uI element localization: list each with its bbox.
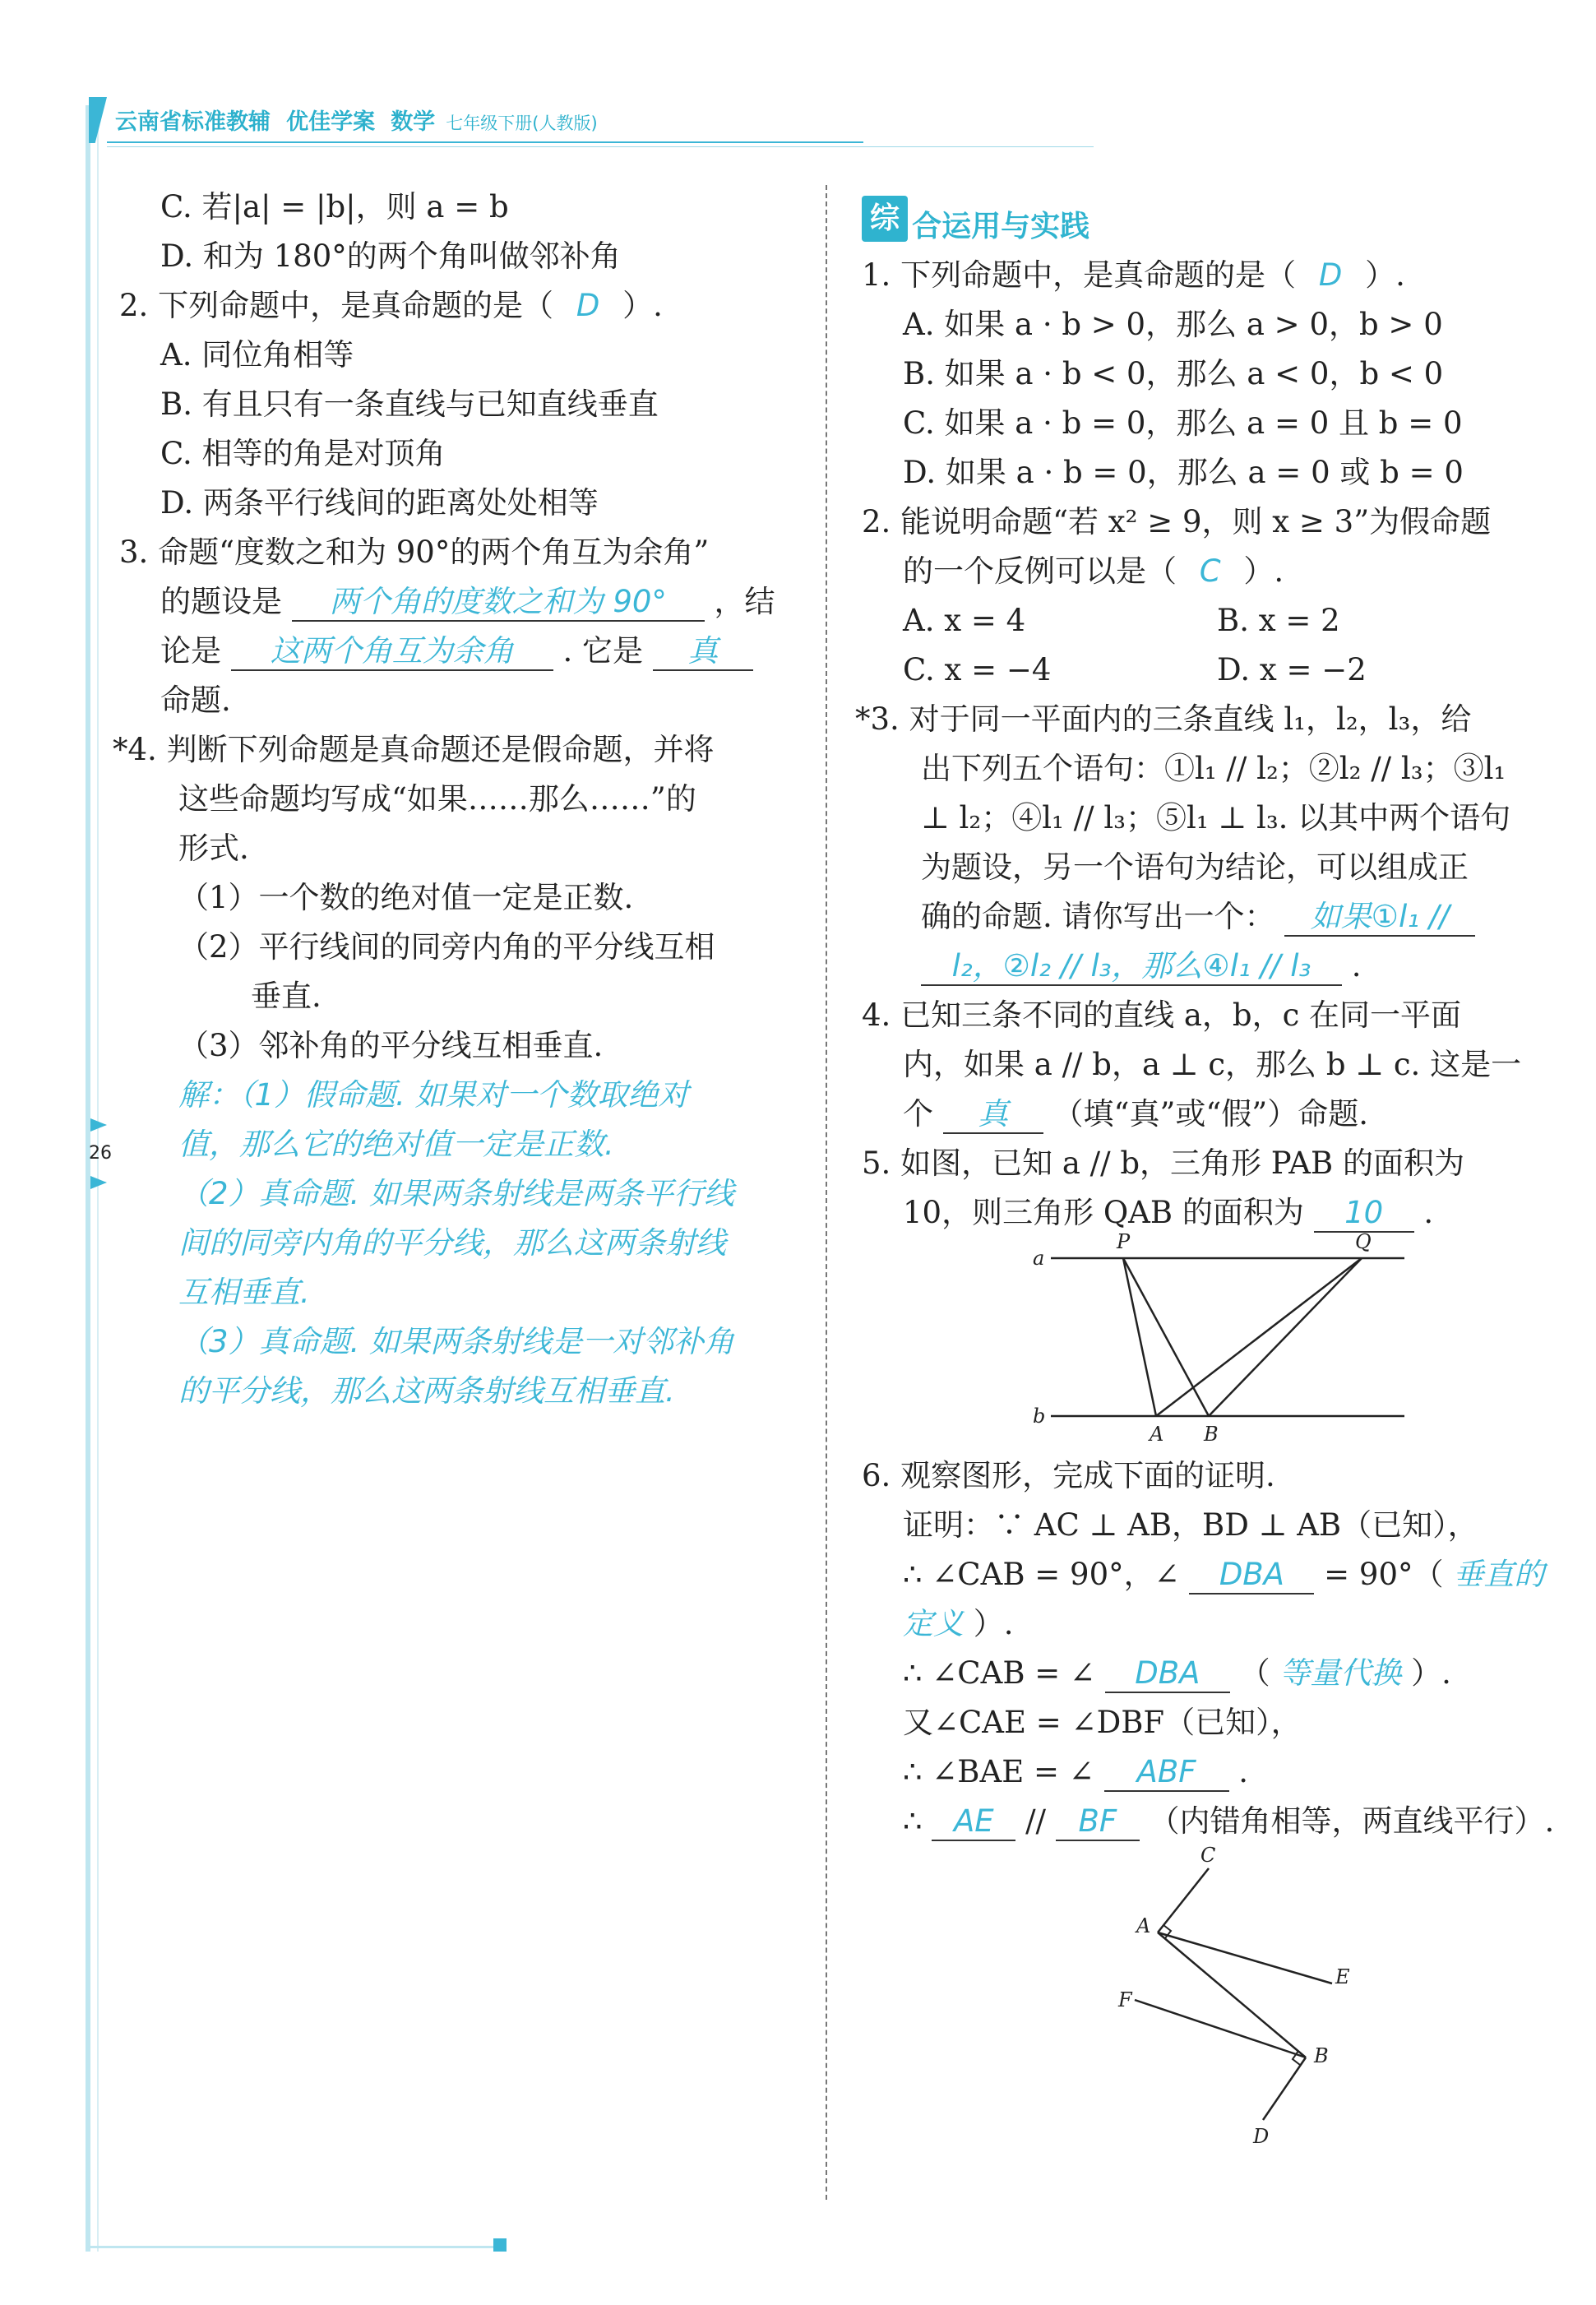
r-q1-close: ）. [1365,257,1405,293]
r-q6-end6: . [1238,1754,1249,1789]
segment-AC [1158,1868,1209,1932]
q3-hypothesis-blank: 两个角的度数之和为 90° [292,584,705,622]
q3-mid2: . 它是 [562,633,644,669]
r-q5-end2: . [1423,1195,1434,1230]
r-q2-option-b: B. x = 2 [1217,603,1340,638]
solution-3b: 的平分线，那么这两条射线互相垂直. [178,1373,675,1409]
r-q1-stem [862,253,1405,298]
r-q6-pre3: ∴ ∠CAB = 90°，∠ [903,1557,1180,1592]
solution-3a: （3）真命题. 如果两条射线是一对邻补角 [178,1324,735,1359]
r-q1-answer: D [1318,257,1343,293]
q3-post1: ，结 [714,584,775,619]
r-q6-pre4: ∴ ∠CAB = ∠ [903,1655,1096,1691]
r-q3-end6: . [1351,948,1362,984]
r-q1-option-c: C. 如果 a · b = 0，那么 a = 0 且 b = 0 [903,405,1463,441]
label-D: D [1253,2125,1270,2148]
r-q1-stem-text: 1. 下列命题中，是真命题的是（ [862,257,1297,293]
segment-BF [1135,2000,1306,2057]
r-q4-line3 [903,1092,1368,1136]
page-number-marker-bottom [90,1176,107,1189]
q3-pre1: 的题设是 [160,584,282,619]
figure-parallel-lines [1026,1225,1437,1447]
r-q6-close3: ）. [973,1606,1014,1641]
r-q4-line2: 内，如果 a // b，a ⊥ c，那么 b ⊥ c. 这是一 [903,1047,1522,1082]
q4-line1: *4. 判断下列命题是真命题还是假命题，并将 [113,732,715,767]
section-badge: 综 [862,196,908,242]
r-q3-pre5: 确的命题. 请你写出一个： [921,899,1275,934]
segment-AE [1158,1932,1332,1983]
r-q6-line7 [903,1799,1554,1844]
right-column [855,0,1555,2305]
label-b: b [1033,1405,1046,1428]
r-q2-line2 [903,549,1284,594]
q4-statement-2b: 垂直. [251,979,322,1014]
label-F: F [1118,1988,1132,2011]
r-q6-line3 [903,1553,1544,1597]
r-q3-line6 [921,944,1362,988]
r-q6-line2: 证明：∵ AC ⊥ AB，BD ⊥ AB（已知）， [903,1507,1478,1543]
q3-line1: 3. 命题“度数之和为 90°的两个角互为余角” [119,535,710,570]
header-book: 优佳学案 [286,109,376,135]
r-q6-blank3: DBA [1189,1557,1314,1595]
r-q2-pre: 的一个反例可以是（ [903,553,1177,589]
r-q4-pre3: 个 [903,1096,933,1132]
r-q6-blank6: ABF [1104,1754,1229,1792]
r-q1-option-b: B. 如果 a · b < 0，那么 a < 0，b < 0 [903,356,1444,391]
q4-line3: 形式. [178,831,249,866]
r-q3-line5 [921,895,1475,939]
r-q6-line3b [903,1602,1014,1646]
r-q3-line1: *3. 对于同一平面内的三条直线 l₁，l₂，l₃，给 [855,701,1472,737]
solution-2c: 互相垂直. [178,1275,310,1310]
r-q4-line1: 4. 已知三条不同的直线 a，b，c 在同一平面 [862,997,1462,1033]
r-q2-option-d: D. x = −2 [1217,652,1367,687]
q3-line3 [160,629,753,673]
r-q3-line2: 出下列五个语句：①l₁ // l₂；②l₂ // l₃；③l₁ [921,751,1506,786]
q2-option-d: D. 两条平行线间的距离处处相等 [160,485,599,521]
section-heading [862,196,1089,245]
r-q6-reason3a: 垂直的 [1453,1557,1545,1592]
r-q4-post3: （填“真”或“假”）命题. [1052,1096,1368,1132]
r-q1-option-d: D. 如果 a · b = 0，那么 a = 0 或 b = 0 [903,455,1464,490]
r-q5-pre2: 10，则三角形 QAB 的面积为 [903,1195,1304,1230]
r-q6-pre7: ∴ [903,1803,923,1839]
header-subject: 数学 [391,109,436,135]
column-divider [826,185,827,2200]
label-a: a [1033,1247,1045,1270]
r-q6-reason4: 等量代换 [1279,1655,1402,1691]
page-frame-left [86,105,90,2252]
q3-line2 [160,580,775,624]
solution-2a: （2）真命题. 如果两条射线是两条平行线 [178,1176,735,1211]
r-q3-line4: 为题设，另一个语句为结论，可以组成正 [921,849,1469,885]
r-q6-blank7b: BF [1056,1803,1140,1841]
r-q3-blank-part1: 如果①l₁ // [1284,899,1475,937]
r-q6-blank4: DBA [1105,1655,1230,1693]
r-q5-blank: 10 [1314,1195,1414,1233]
solution-1a: 解：（1）假命题. 如果对一个数取绝对 [178,1077,689,1113]
label-P: P [1117,1230,1131,1253]
label-B: B [1204,1423,1219,1446]
q2-option-c: C. 相等的角是对顶角 [160,436,446,471]
q3-truth-blank: 真 [653,633,753,671]
page-number: 26 [89,1143,112,1164]
q4-statement-3: （3）邻补角的平分线互相垂直. [178,1028,604,1063]
segment-AB [1158,1932,1306,2057]
r-q6-close4: ）. [1411,1655,1451,1691]
segment-QA [1156,1258,1362,1416]
q3-pre2: 论是 [160,633,221,669]
r-q4-blank: 真 [943,1096,1043,1134]
r-q2-option-a: A. x = 4 [903,603,1026,638]
header-grade: 七年级下册(人教版) [446,113,598,133]
label-B2: B [1314,2044,1329,2067]
r-q6-line4 [903,1651,1451,1696]
q2-answer: D [576,288,600,323]
r-q2-option-c: C. x = −4 [903,652,1052,687]
r-q6-post7: （内错角相等，两直线平行）. [1149,1803,1555,1839]
solution-2b: 间的同旁内角的平分线，那么这两条射线 [178,1225,726,1261]
segment-PB [1123,1258,1209,1416]
header-accent [89,97,107,143]
r-q3-line3: ⊥ l₂；④l₁ // l₃；⑤l₁ ⊥ l₃. 以其中两个语句 [921,800,1511,835]
r-q6-post3: = 90°（ [1324,1557,1444,1592]
q1-option-c: C. 若|a| = |b|，则 a = b [160,189,509,224]
r-q6-mid7: // [1025,1803,1047,1839]
r-q6-blank7a: AE [932,1803,1015,1841]
q1-option-d: D. 和为 180°的两个角叫做邻补角 [160,238,621,274]
label-C: C [1200,1844,1216,1867]
q2-stem-text: 2. 下列命题中，是真命题的是（ [119,288,554,323]
r-q6-pre6: ∴ ∠BAE = ∠ [903,1754,1094,1789]
r-q6-open4: （ [1239,1655,1270,1691]
header-series: 云南省标准教辅 [115,109,271,135]
label-Q: Q [1355,1230,1372,1253]
label-A: A [1150,1423,1164,1446]
r-q2-close: ）. [1243,553,1284,589]
q2-option-b: B. 有且只有一条直线与已知直线垂直 [160,386,659,422]
label-A2: A [1136,1914,1151,1937]
segment-QB [1209,1258,1362,1416]
q2-close: ）. [622,288,663,323]
page-number-marker-top [90,1118,107,1132]
q3-line4: 命题. [160,683,231,718]
r-q6-line5: 又∠CAE = ∠DBF（已知）， [903,1705,1302,1740]
r-q2-answer: C [1199,553,1221,589]
solution-1b: 值，那么它的绝对值一定是正数. [178,1127,614,1162]
r-q2-line1: 2. 能说明命题“若 x² ≥ 9，则 x ≥ 3”为假命题 [862,504,1492,539]
r-q6-line6 [903,1750,1248,1794]
left-column [113,0,793,2305]
q4-statement-2a: （2）平行线间的同旁内角的平分线互相 [178,929,715,965]
label-E: E [1335,1965,1350,1988]
segment-PA [1123,1258,1156,1416]
r-q1-option-a: A. 如果 a · b > 0，那么 a > 0，b > 0 [903,307,1443,342]
q3-conclusion-blank: 这两个角互为余角 [231,633,553,671]
q4-statement-1: （1）一个数的绝对值一定是正数. [178,880,634,915]
r-q6-reason3b: 定义 [903,1606,964,1641]
page-frame-left-inner [97,105,99,2252]
r-q6-line1: 6. 观察图形，完成下面的证明. [862,1458,1275,1493]
q2-stem [119,284,663,328]
figure-zigzag [1067,1842,1396,2155]
segment-BD [1263,2057,1306,2120]
r-q3-blank-part2: l₂，②l₂ // l₃，那么④l₁ // l₃ [921,948,1342,986]
section-title: 合运用与实践 [912,210,1090,243]
r-q5-line1: 5. 如图，已知 a // b，三角形 PAB 的面积为 [862,1146,1464,1181]
q4-line2: 这些命题均写成“如果……那么……”的 [178,781,696,817]
q2-option-a: A. 同位角相等 [160,337,354,373]
